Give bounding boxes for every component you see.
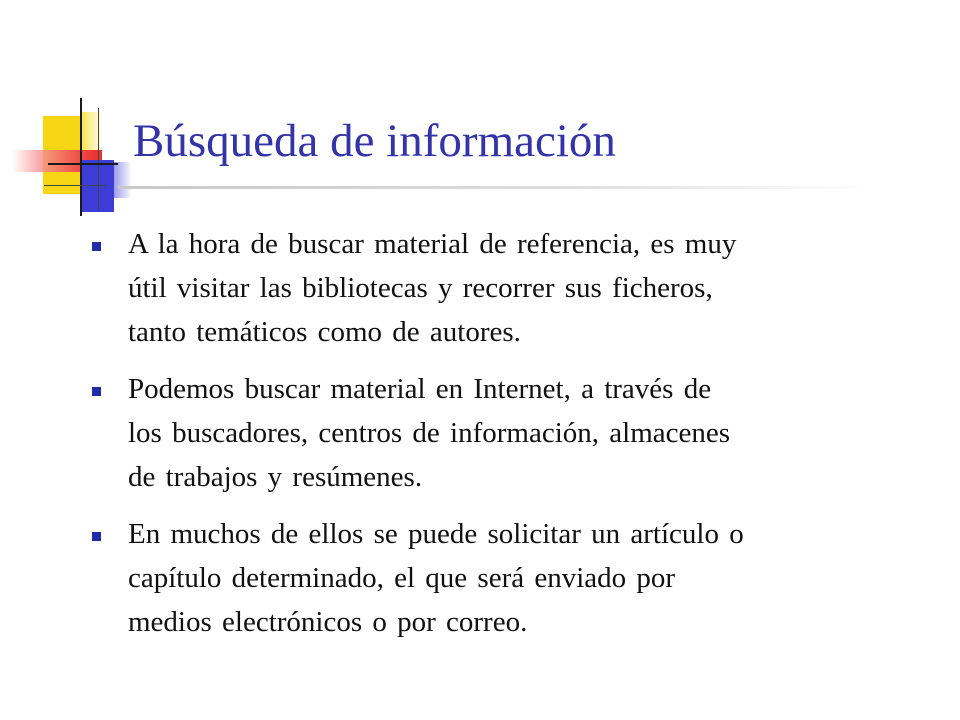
horizontal-line-thin [44, 185, 106, 186]
bullet-item [92, 512, 892, 644]
bullet-item [92, 222, 892, 354]
blue-glow [114, 162, 132, 198]
vertical-line-thin [98, 108, 99, 210]
blue-square [80, 160, 114, 212]
horizontal-line [48, 163, 118, 165]
square-bullet-icon [92, 242, 101, 251]
vertical-line [80, 98, 82, 216]
square-bullet-icon [92, 532, 101, 541]
bullet-line: capítulo determinado, el que será enviado por [128, 562, 676, 594]
bullet-line: útil visitar las bibliotecas y recorrer sus ficheros, [128, 272, 713, 304]
bullet-line: de trabajos y resúmenes. [128, 461, 423, 493]
bullet-line: tanto temáticos como de autores. [128, 316, 521, 348]
bullet-line: los buscadores, centros de información, almacenes [128, 417, 731, 449]
corner-squares-logo [0, 0, 130, 230]
title-underline [118, 186, 878, 189]
bullet-list [92, 222, 892, 657]
slide-title: Búsqueda de información [133, 115, 616, 167]
square-bullet-icon [92, 387, 101, 396]
bullet-item [92, 367, 892, 499]
bullet-line: medios electrónicos o por correo. [128, 606, 528, 638]
bullet-line: Podemos buscar material en Internet, a través de [128, 373, 712, 405]
bullet-line: A la hora de buscar material de referencia, es muy [128, 228, 737, 260]
bullet-line: En muchos de ellos se puede solicitar un artículo o [128, 518, 744, 550]
